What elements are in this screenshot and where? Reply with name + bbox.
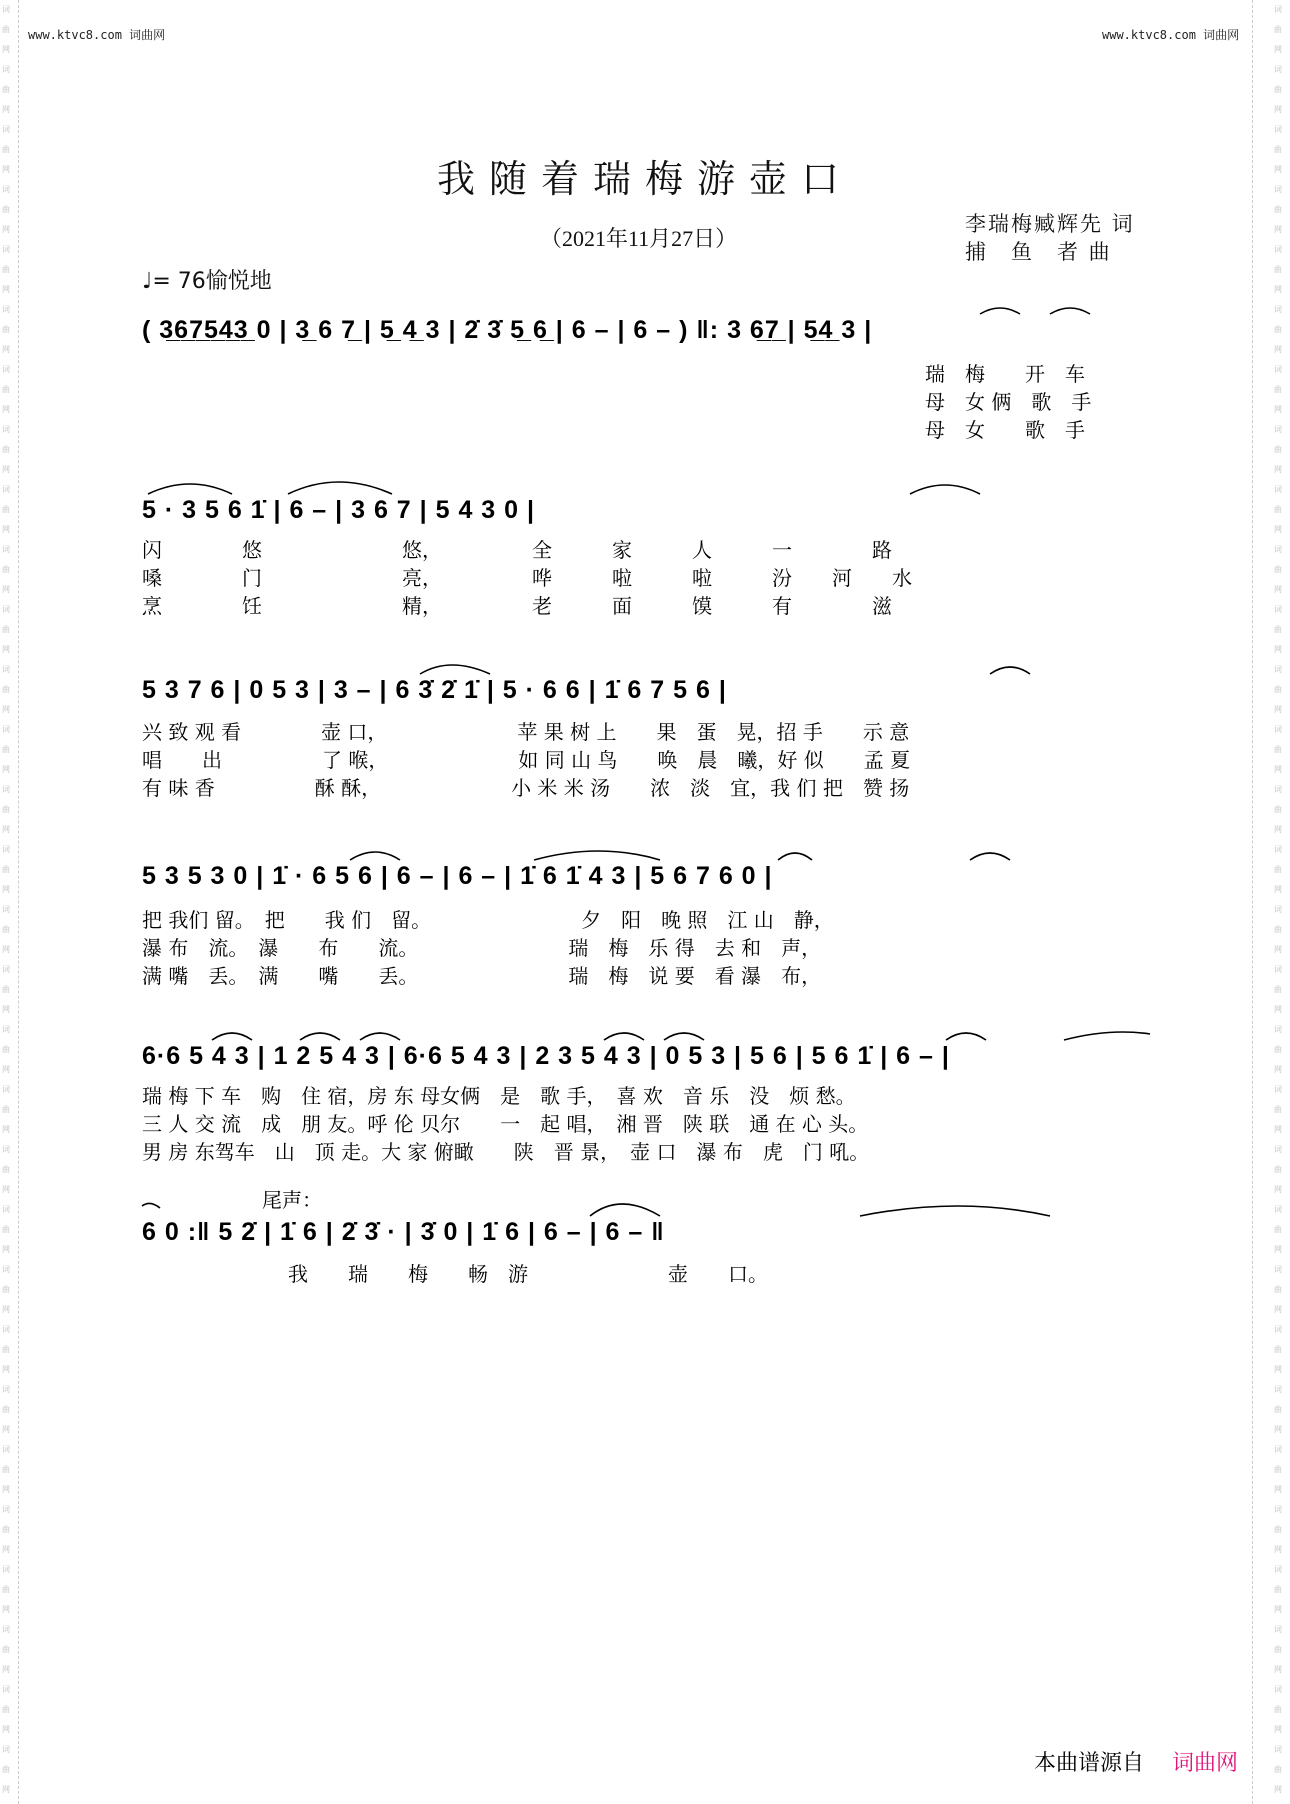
tempo-marking: ♩= 76愉悦地 — [142, 269, 272, 294]
score-line-3-lyric-1: 兴 致 观 看 壶 口， 苹 果 树 上 果 蛋 晃，招 手 示 意 — [142, 720, 910, 744]
score-line-2-lyric-2: 嗓 门 亮， 哗 啦 啦 汾 河 水 — [142, 566, 912, 590]
score-line-1-lyric-2: 母 女 俩 歌 手 — [925, 390, 1092, 414]
score-line-4-lyric-3: 满 嘴 丢。 满 嘴 丢。 瑞 梅 说 要 看 瀑 布， — [142, 964, 822, 988]
score-line-3-notes: 5 3 7 6 | 0 5 3 | 3 – | 6 3̇ 2̇ 1̇ | 5 · 6 6 | 1̇ 6 7 5 6 | — [142, 676, 727, 704]
score-line-2-notes: 5 · 3 5 6 1̇ | 6 – | 3 6 7 | 5 4 3 0 | — [142, 496, 535, 524]
right-watermark-strip: 词曲网词曲网词曲网词曲网词曲网词曲网词曲网词曲网词曲网词曲网词曲网词曲网词曲网词曲网词曲网词曲网词曲网词曲网词曲网词曲网词曲网词曲网词曲网词曲网词曲网词曲网词曲网词曲网词曲网词曲网 — [1274, 5, 1282, 1794]
left-watermark-strip: 词曲网词曲网词曲网词曲网词曲网词曲网词曲网词曲网词曲网词曲网词曲网词曲网词曲网词曲网词曲网词曲网词曲网词曲网词曲网词曲网词曲网词曲网词曲网词曲网词曲网词曲网词曲网词曲网词曲网词曲网 — [2, 5, 10, 1794]
score-line-4-lyric-1: 把 我们 留。 把 我 们 留。 夕 阳 晚 照 江 山 静， — [142, 908, 834, 932]
score-line-5-lyric-3: 男 房 东驾车 山 顶 走。大 家 俯瞰 陕 晋 景， 壶 口 瀑 布 虎 门 吼。 — [142, 1140, 870, 1164]
score-line-4-notes: 5 3 5 3 0 | 1̇ · 6 5 6 | 6 – | 6 – | 1̇ 6 1̇ 4 3 | 5 6 7 6 0 | — [142, 862, 773, 890]
website-label-left: www.ktvc8.com 词曲网 — [28, 28, 166, 42]
lyricist-credit: 李瑞梅臧辉先 词 — [965, 212, 1135, 236]
source-label: 本曲谱源自 — [1034, 1751, 1145, 1776]
score-line-6-notes: 6 0 :‖ 5 2̇ | 1̇ 6 | 2̇ 3̇ · | 3̇ 0 | 1̇ 6 | 6 – | 6 – ‖ — [142, 1218, 665, 1246]
composer-credit: 捕 鱼 者 曲 — [965, 240, 1112, 264]
coda-label: 尾声： — [262, 1188, 322, 1212]
song-title: 我随着瑞梅游壶口 — [436, 157, 853, 201]
score-line-1-notes: ( 3̲6̲7̲5̲4̲3̲ 0 | 3̲ 6 7̲ | 5̲ 4̲ 3 | 2̇ 3̇ 5̲ 6̲ | 6 – | 6 – ) ‖: 3 6̲7̲ | 5̲4̲ 3 | — [142, 316, 873, 344]
score-line-5-notes: 6·6 5 4 3 | 1 2 5 4 3 | 6·6 5 4 3 | 2 3 5 4 3 | 0 5 3 | 5 6 | 5 6 1̇ | 6 – | — [142, 1042, 950, 1070]
score-line-3-lyric-3: 有 味 香 酥 酥， 小 米 米 汤 浓 淡 宜，我 们 把 赞 扬 — [142, 776, 910, 800]
score-line-5-lyric-2: 三 人 交 流 成 朋 友。呼 伦 贝尔 一 起 唱， 湘 晋 陕 联 通 在 心 头。 — [142, 1112, 869, 1136]
score-line-1-lyric-3: 母 女 歌 手 — [925, 418, 1085, 442]
song-date: （2021年11月27日） — [540, 226, 738, 251]
score-line-2-lyric-1: 闪 悠 悠， 全 家 人 一 路 — [142, 538, 892, 562]
score-line-6-lyric-1: 我 瑞 梅 畅 游 壶 口。 — [288, 1262, 768, 1286]
score-line-4-lyric-2: 瀑 布 流。 瀑 布 流。 瑞 梅 乐 得 去 和 声， — [142, 936, 822, 960]
source-brand-link[interactable]: 词曲网 — [1172, 1751, 1239, 1776]
score-line-1-lyric-1: 瑞 梅 开 车 — [925, 362, 1085, 386]
score-line-2-lyric-3: 烹 饪 精， 老 面 馍 有 滋 — [142, 594, 892, 618]
website-label-right: www.ktvc8.com 词曲网 — [1102, 28, 1240, 42]
score-line-5-lyric-1: 瑞 梅 下 车 购 住 宿，房 东 母女俩 是 歌 手， 喜 欢 音 乐 没 烦 愁。 — [142, 1084, 856, 1108]
score-line-3-lyric-2: 唱 出 了 喉， 如 同 山 鸟 唤 晨 曦，好 似 孟 夏 — [142, 748, 911, 772]
